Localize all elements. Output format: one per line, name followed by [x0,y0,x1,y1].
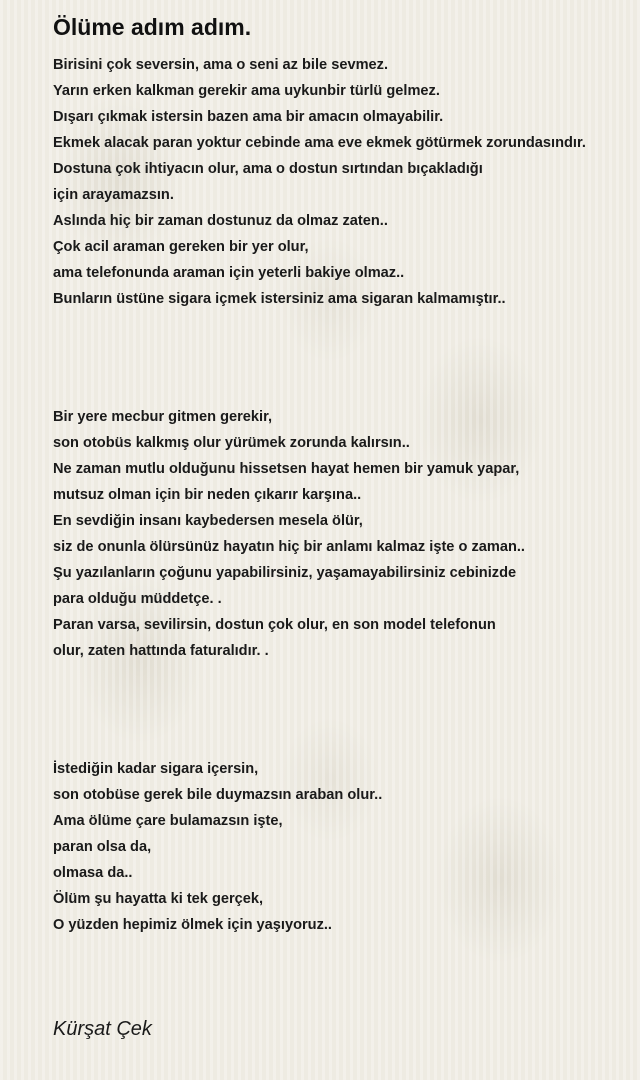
poem-line: siz de onunla ölürsünüz hayatın hiç bir anlamı kalmaz işte o zaman.. [53,539,525,555]
poem-stanza-1 [53,52,640,312]
poem-title: Ölüme adım adım. [53,14,252,40]
poem-line: için arayamazsın. [53,187,174,203]
poem-line: En sevdiğin insanı kaybedersen mesela ölür, [53,513,363,529]
poem-line: Paran varsa, sevilirsin, dostun çok olur, en son model telefonun [53,617,496,633]
poem-line: para olduğu müddetçe. . [53,591,222,607]
poem-line: Ölüm şu hayatta ki tek gerçek, [53,891,264,907]
poem-line: son otobüs kalkmış olur yürümek zorunda kalırsın.. [53,435,410,451]
poem-stanza-2 [53,404,640,664]
poem-line: İstediğin kadar sigara içersin, [53,761,259,777]
poem-author: Kürşat Çek [53,1018,152,1040]
poem-line: olur, zaten hattında faturalıdır. . [53,643,269,659]
poem-page [53,0,640,1040]
poem-line: Aslında hiç bir zaman dostunuz da olmaz zaten.. [53,213,388,229]
poem-line: Ekmek alacak paran yoktur cebinde ama eve ekmek götürmek zorundasındır. [53,135,586,151]
poem-line: mutsuz olman için bir neden çıkarır karşına.. [53,487,362,503]
poem-line: paran olsa da, [53,839,152,855]
poem-line: O yüzden hepimiz ölmek için yaşıyoruz.. [53,917,332,933]
poem-stanza-3 [53,756,640,938]
poem-line: son otobüse gerek bile duymazsın araban olur.. [53,787,383,803]
poem-line: Birisini çok seversin, ama o seni az bile sevmez. [53,57,389,73]
poem-line: Yarın erken kalkman gerekir ama uykunbir türlü gelmez. [53,83,440,99]
poem-line: Çok acil araman gereken bir yer olur, [53,239,309,255]
poem-line: olmasa da.. [53,865,133,881]
poem-line: Ne zaman mutlu olduğunu hissetsen hayat hemen bir yamuk yapar, [53,461,520,477]
poem-line: ama telefonunda araman için yeterli bakiye olmaz.. [53,265,405,281]
poem-line: Dışarı çıkmak istersin bazen ama bir amacın olmayabilir. [53,109,444,125]
poem-line: Ama ölüme çare bulamazsın işte, [53,813,283,829]
poem-line: Bunların üstüne sigara içmek istersiniz ama sigaran kalmamıştır.. [53,291,506,307]
poem-line: Bir yere mecbur gitmen gerekir, [53,409,272,425]
poem-line: Dostuna çok ihtiyacın olur, ama o dostun sırtından bıçakladığı [53,161,483,177]
poem-line: Şu yazılanların çoğunu yapabilirsiniz, yaşamayabilirsiniz cebinizde [53,565,517,581]
